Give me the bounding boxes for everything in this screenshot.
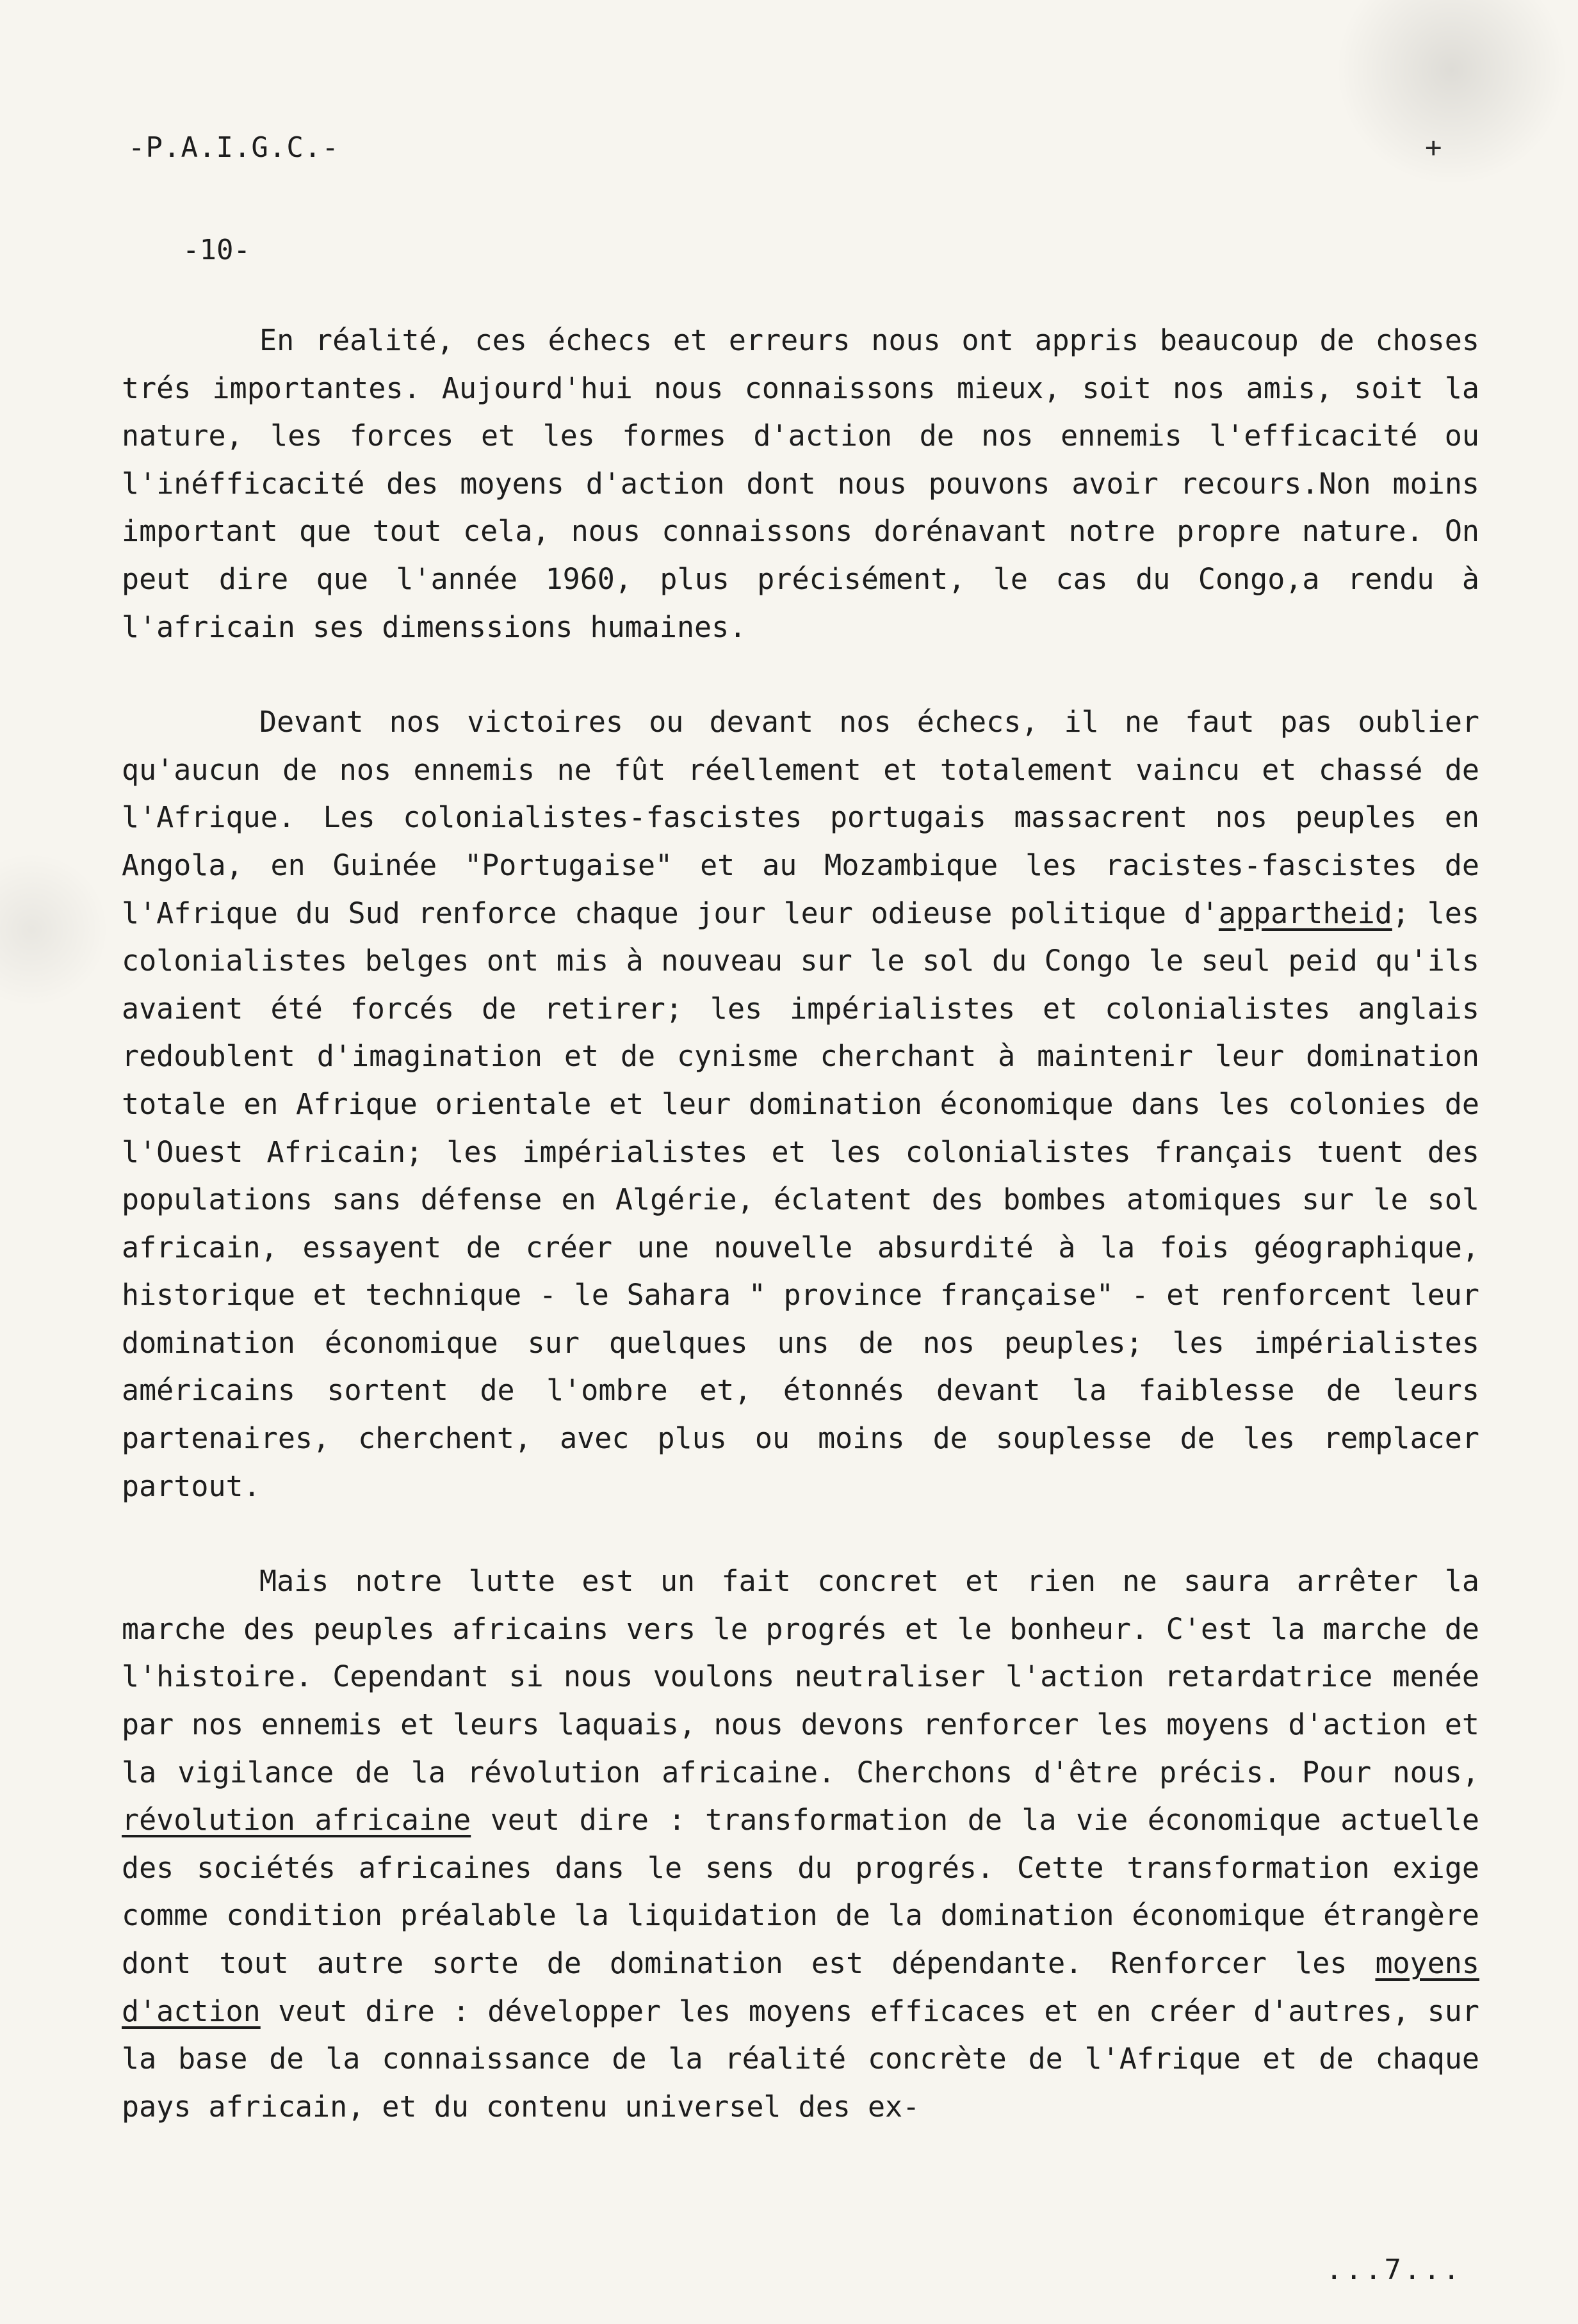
page-number: -10-	[183, 234, 250, 266]
paragraph-1-text: En réalité, ces échecs et erreurs nous ont appris beaucoup de choses trés importantes. Aujourd'hui nous connaissons mieux, soit nos amis, soit la nature, les forces et les formes d'action de nos ennemis l'efficacité ou l'inéfficacité des moyens d'action dont nous pouvons avoir recours.Non moins important que tout cela, nous connaissons dorénavant notre propre nature. On peut dire que l'année 1960, plus précisément, le cas du Congo,a rendu à l'africain ses dimenssions humaines.	[122, 323, 1479, 644]
paragraph-3-text-a: Mais notre lutte est un fait concret et rien ne saura arrêter la marche des peuples africains vers le progrés et le bonheur. C'est la marche de l'histoire. Cependant si nous voulons neutraliser l'action retardatrice menée par nos ennemis et leurs laquais, nous devons renforcer les moyens d'action et la vigilance de la révolution africaine. Cherchons d'être précis. Pour nous,	[122, 1564, 1479, 1789]
underlined-term-moyens-d-action: moyens d'action	[122, 1946, 1479, 2028]
paragraph-2-text-a: Devant nos victoires ou devant nos échecs, il ne faut pas oublier qu'aucun de nos ennemis ne fût réellement et totalement vaincu et chassé de l'Afrique. Les colonialistes-fascistes portugais massacrent nos peuples en Angola, en Guinée "Portugaise" et au Mozambique les racistes-fascistes de l'Afrique du Sud renforce chaque jour leur odieuse politique d'	[122, 705, 1479, 930]
margin-mark: +	[1425, 131, 1442, 164]
paragraph-2-text-b: ; les colonialistes belges ont mis à nouveau sur le sol du Congo le seul peid qu'ils avaient été forcés de retirer; les impérialistes et colonialistes anglais redoublent d'imagination et de cynisme cherchant à maintenir leur domination totale en Afrique orientale et leur domination économique dans les colonies de l'Ouest Africain; les impérialistes et les colonialistes français tuent des populations sans défense en Algérie, éclatent des bombes atomiques sur le sol africain, essayent de créer une nouvelle absurdité à la fois géographique, historique et technique - le Sahara " province française" - et renforcent leur domination économique sur quelques uns de nos peuples; les impérialistes américains sortent de l'ombre et, étonnés devant la faiblesse de leurs partenaires, cherchent, avec plus ou moins de souplesse de les remplacer partout.	[122, 896, 1479, 1503]
paragraph-2	[122, 698, 1479, 1510]
paragraph-3-text-c: veut dire : développer les moyens efficaces et en créer d'autres, sur la base de la connaissance de la réalité concrète de l'Afrique et de chaque pays africain, et du contenu universel des ex-	[122, 1994, 1479, 2124]
paragraph-1	[122, 317, 1479, 651]
organization-header: -P.A.I.G.C.-	[128, 131, 339, 164]
paragraph-3	[122, 1558, 1479, 2131]
underlined-term-appartheid: appartheid	[1218, 896, 1392, 930]
body-text	[122, 317, 1479, 2131]
underlined-term-revolution-africaine: révolution africaine	[122, 1803, 471, 1837]
paragraph-3-text-b: veut dire : transformation de la vie économique actuelle des sociétés africaines dans le sens du progrés. Cette transformation exige comme condition préalable la liquidation de la domination économique étrangère dont tout autre sorte de domination est dépendante. Renforcer les	[122, 1803, 1479, 1980]
page-continuation-marker: ...7...	[1326, 2254, 1463, 2286]
